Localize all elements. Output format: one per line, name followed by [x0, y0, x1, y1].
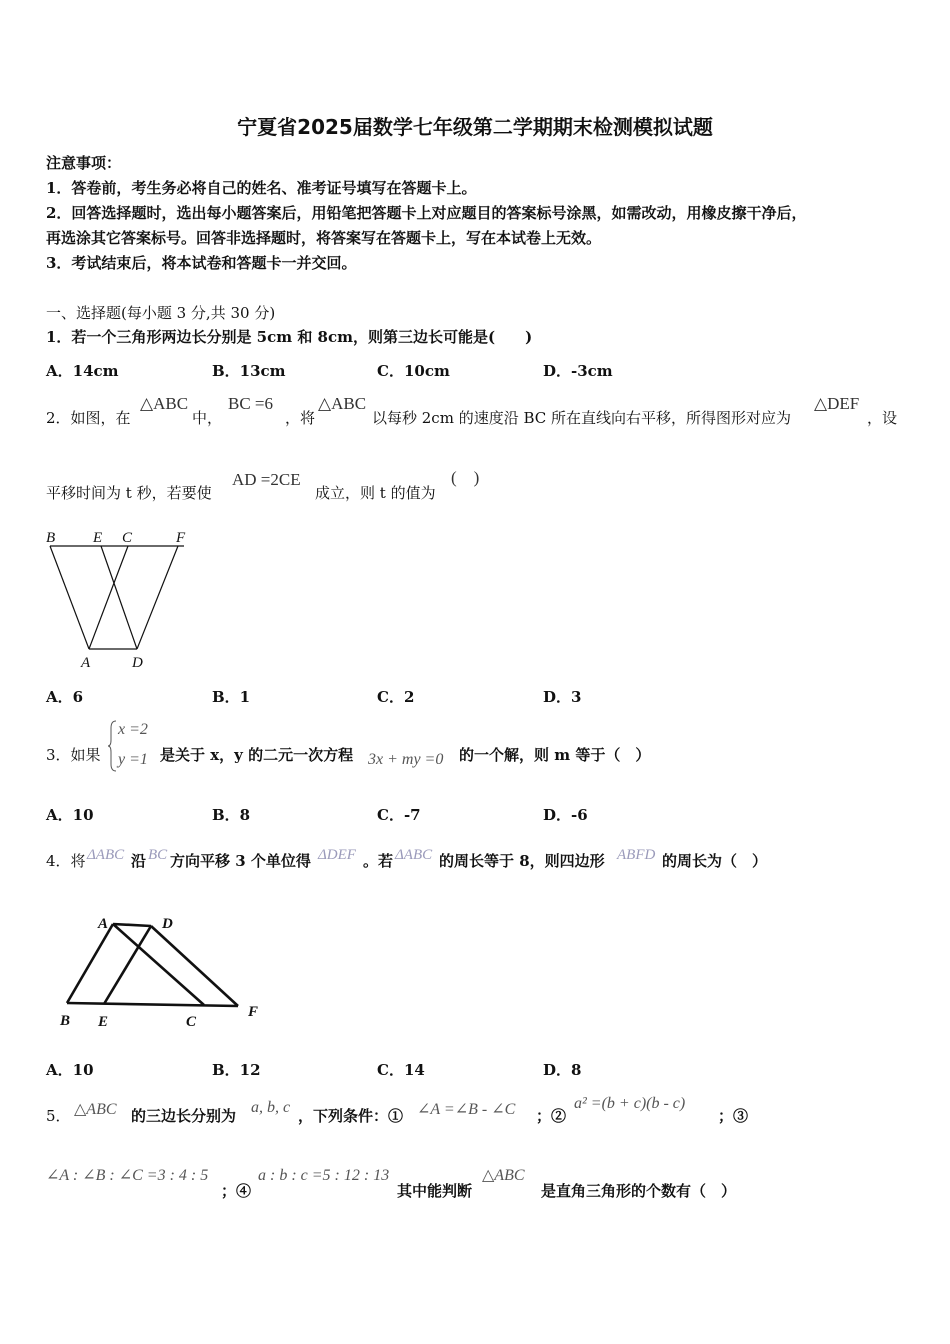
q2-text-5: ，设 — [867, 409, 898, 427]
q4-option-a: A．10 — [46, 1061, 94, 1079]
q1-stem: 1．若一个三角形两边长分别是 5cm 和 8cm，则第三边长可能是( ) — [46, 328, 533, 346]
q3-system-eq-1: x =2 — [118, 721, 148, 738]
q4-math-bc: BC — [148, 847, 168, 863]
q4-math-abfd: ABFD — [617, 847, 656, 863]
q2-text-4: 以每秒 2cm 的速度沿 BC 所在直线向右平移，所得图形对应为 — [372, 409, 792, 427]
notice-item-3: 3．考试结束后，将本试卷和答题卡一并交回。 — [46, 254, 357, 272]
q4-math-triangle-abc: ΔABC — [87, 847, 125, 863]
q5-math-abc-sides: a, b, c — [251, 1099, 291, 1116]
q3-text-3: 的一个解，则 m 等于（ ） — [459, 746, 651, 764]
q4-fig-line-ba — [67, 924, 113, 1003]
q4-text-2: 沿 — [131, 852, 147, 870]
q4-option-c: C．14 — [377, 1061, 425, 1079]
q1-option-a: A．14cm — [46, 362, 119, 380]
q2-fig-line-ed — [101, 546, 137, 649]
q4-fig-line-bf — [67, 1003, 238, 1006]
q4-fig-line-df — [151, 926, 238, 1006]
q2-math-triangle-abc-2: △ABC — [318, 394, 367, 413]
q4-fig-label-d: D — [162, 916, 173, 932]
q5-condition-4: a : b : c =5 : 12 : 13 — [258, 1167, 390, 1184]
q2-math-ad-2ce: AD =2CE — [232, 470, 301, 489]
q4-text-3: 方向平移 3 个单位得 — [170, 852, 311, 870]
q4-fig-label-b: B — [60, 1013, 71, 1029]
q4-fig-label-f: F — [248, 1004, 259, 1020]
q5-text-6: ；④ — [221, 1182, 252, 1200]
q4-option-b: B．12 — [212, 1061, 261, 1079]
q1-option-d: D．-3cm — [543, 362, 613, 380]
notice-heading: 注意事项： — [46, 154, 122, 172]
q2-text-7: 成立，则 t 的值为 — [315, 484, 436, 502]
q4-fig-line-ad — [113, 924, 151, 926]
q5-condition-3: ∠A : ∠B : ∠C =3 : 4 : 5 — [46, 1167, 209, 1184]
q2-math-triangle-abc: △ABC — [140, 394, 189, 413]
notice-item-2a: 2．回答选择题时，选出每小题答案后，用铅笔把答题卡上对应题目的答案标号涂黑，如需改动，用橡皮擦干净后， — [46, 204, 807, 222]
q1-option-b: B．13cm — [212, 362, 286, 380]
q4-math-triangle-def: ΔDEF — [318, 847, 356, 863]
q2-text-1: 2．如图，在 — [46, 409, 131, 427]
q4-option-d: D．8 — [543, 1061, 582, 1079]
q5-text-8: 是直角三角形的个数有（ ） — [541, 1182, 737, 1200]
q2-text-2: 中， — [192, 409, 223, 427]
q2-fig-label-d: D — [132, 655, 143, 671]
q3-option-c: C．-7 — [377, 806, 421, 824]
q3-option-b: B．8 — [212, 806, 251, 824]
q2-fig-line-ac — [89, 546, 128, 649]
q5-condition-1: ∠A =∠B - ∠C — [417, 1101, 516, 1118]
q2-option-c: C．2 — [377, 688, 415, 706]
q2-math-triangle-def: △DEF — [814, 394, 860, 413]
q2-fig-line-df — [137, 546, 178, 649]
q2-fig-label-b: B — [46, 530, 56, 546]
q2-option-a: A．6 — [46, 688, 84, 706]
q5-text-7: 其中能判断 — [397, 1182, 473, 1200]
q2-fig-line-ba — [50, 546, 89, 649]
q3-equation: 3x + my =0 — [368, 751, 444, 768]
q2-option-d: D．3 — [543, 688, 582, 706]
q2-fig-label-c: C — [122, 530, 133, 546]
q5-text-4: ；② — [536, 1107, 567, 1125]
q4-fig-label-c: C — [186, 1014, 197, 1030]
q2-text-6: 平移时间为 t 秒，若要使 — [46, 484, 212, 502]
q4-text-5: 的周长等于 8，则四边形 — [439, 852, 605, 870]
q2-fig-label-e: E — [93, 530, 103, 546]
q5-math-triangle-abc: △ABC — [74, 1101, 117, 1118]
notice-item-1: 1．答卷前，考生务必将自己的姓名、准考证号填写在答题卡上。 — [46, 179, 477, 197]
q1-option-c: C．10cm — [377, 362, 450, 380]
q2-fig-label-f: F — [176, 530, 186, 546]
page-title: 宁夏省2025届数学七年级第二学期期末检测模拟试题 — [237, 115, 713, 139]
q3-system-brace — [108, 720, 118, 772]
q4-text-4: 。若 — [363, 852, 394, 870]
q2-text-3: ，将 — [285, 409, 316, 427]
q3-option-d: D．-6 — [543, 806, 588, 824]
q4-fig-label-e: E — [98, 1014, 109, 1030]
q5-text-3: ，下列条件：① — [298, 1107, 404, 1125]
q3-system-eq-2: y =1 — [118, 751, 148, 768]
q3-text-2: 是关于 x，y 的二元一次方程 — [160, 746, 354, 764]
q4-fig-label-a: A — [98, 916, 109, 932]
q4-text-6: 的周长为（ ） — [662, 852, 768, 870]
section-heading: 一、选择题(每小题 3 分,共 30 分) — [46, 304, 276, 322]
q5-condition-2: a² =(b + c)(b - c) — [574, 1095, 686, 1112]
q2-answer-paren: ( ) — [451, 468, 480, 487]
q2-fig-label-a: A — [81, 655, 91, 671]
q4-text-1: 4．将 — [46, 852, 86, 870]
q3-option-a: A．10 — [46, 806, 94, 824]
q5-math-triangle-abc-2: △ABC — [482, 1167, 525, 1184]
q5-text-5: ；③ — [718, 1107, 749, 1125]
q3-text-1: 3．如果 — [46, 746, 101, 764]
q5-text-1: 5． — [46, 1107, 71, 1125]
q4-math-triangle-abc-2: ΔABC — [395, 847, 433, 863]
q2-math-bc: BC =6 — [228, 394, 274, 413]
q2-figure — [44, 526, 194, 676]
notice-item-2b: 再选涂其它答案标号。回答非选择题时，将答案写在答题卡上，写在本试卷上无效。 — [46, 229, 602, 247]
q2-option-b: B．1 — [212, 688, 251, 706]
q5-text-2: 的三边长分别为 — [131, 1107, 237, 1125]
q4-figure — [50, 908, 270, 1038]
